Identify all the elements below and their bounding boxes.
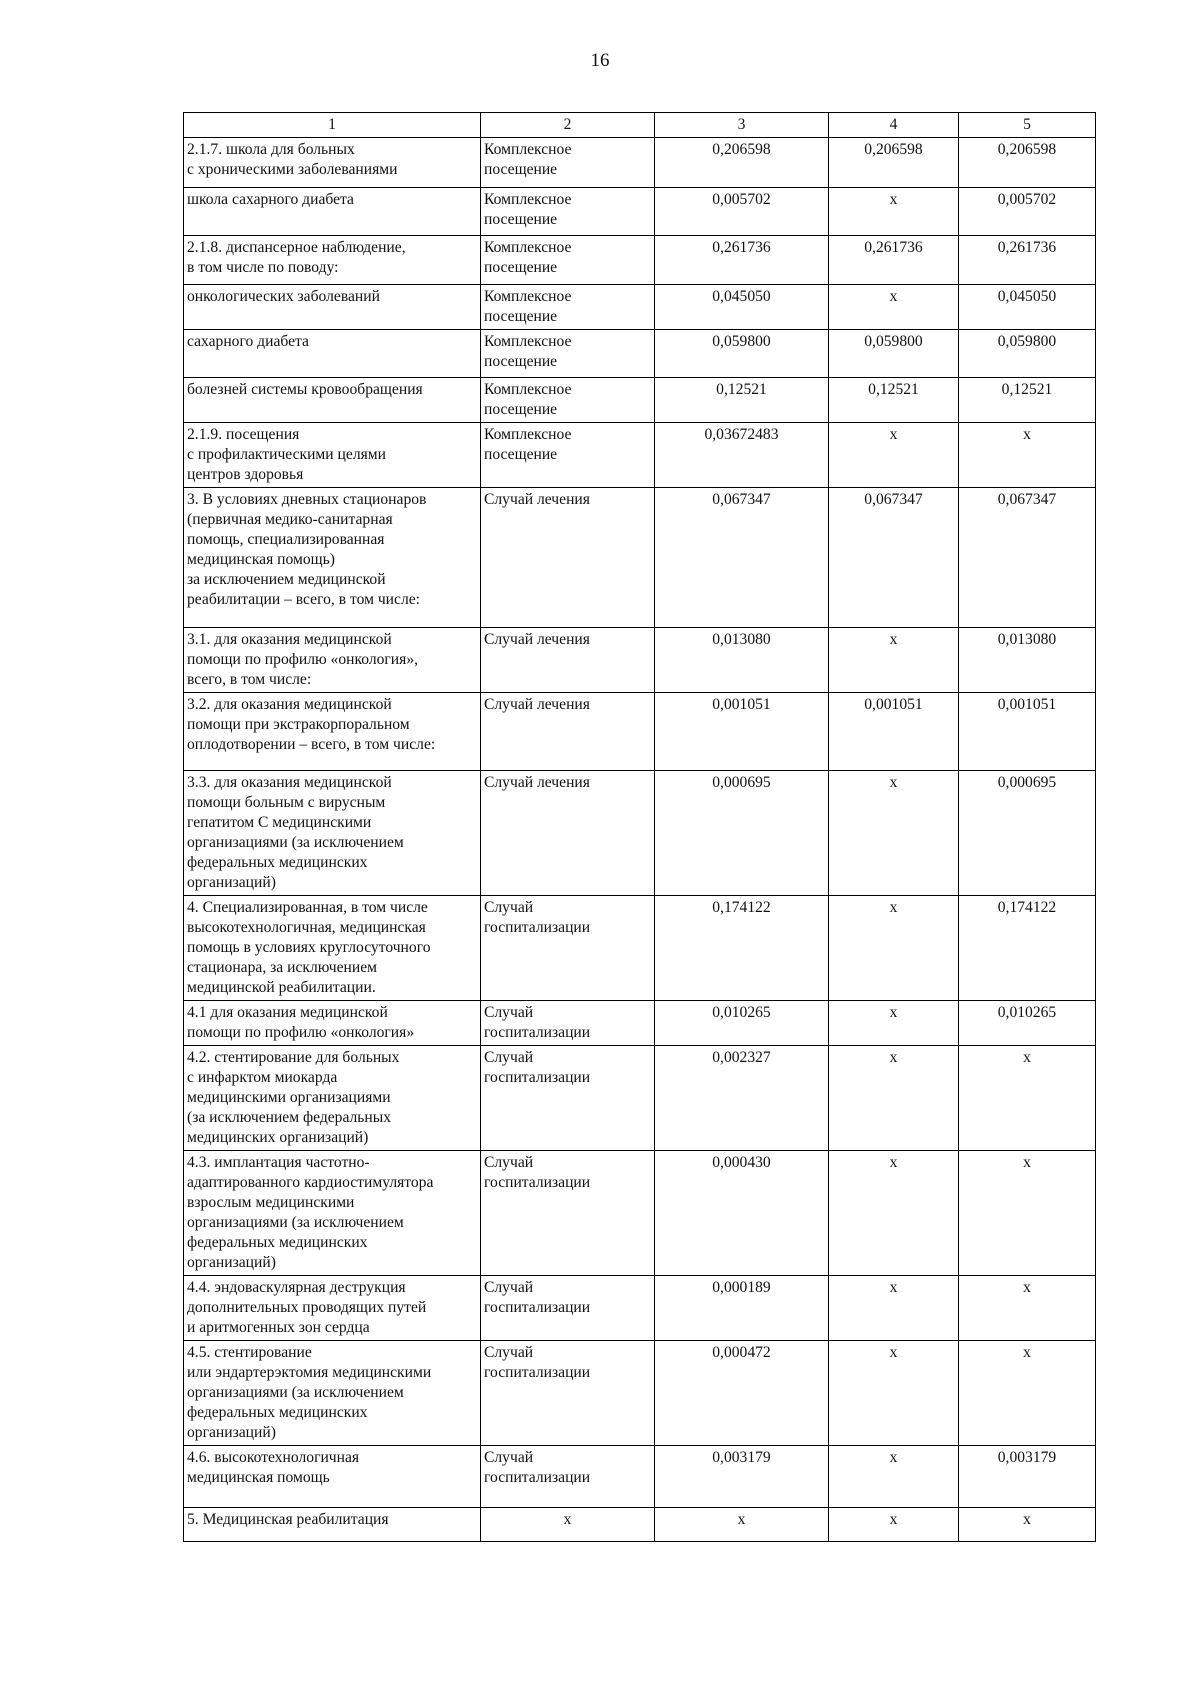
value-col3-cell: 0,013080 xyxy=(655,628,829,693)
header-cell: 4 xyxy=(829,113,959,138)
header-cell: 1 xyxy=(184,113,481,138)
unit-cell: Комплексное посещение xyxy=(481,138,655,188)
row-description-cell: 2.1.7. школа для больных с хроническими заболеваниями xyxy=(184,138,481,188)
row-description-cell: 4.3. имплантация частотно- адаптированного кардиостимулятора взрослым медицинскими организациями (за исключением федеральных медицинских организаций) xyxy=(184,1151,481,1276)
value-col5-cell: х xyxy=(959,1341,1096,1446)
table-row xyxy=(184,693,1096,771)
value-col5-cell: 0,005702 xyxy=(959,188,1096,236)
value-col5-cell: х xyxy=(959,1151,1096,1276)
table-row xyxy=(184,771,1096,896)
value-col5-cell: 0,045050 xyxy=(959,285,1096,330)
value-col3-cell: 0,045050 xyxy=(655,285,829,330)
table-row xyxy=(184,1001,1096,1046)
value-col5-cell: 0,001051 xyxy=(959,693,1096,771)
row-description-cell: 3.2. для оказания медицинской помощи при экстракорпоральном оплодотворении – всего, в том числе: xyxy=(184,693,481,771)
value-col3-cell: 0,001051 xyxy=(655,693,829,771)
unit-cell: Комплексное посещение xyxy=(481,188,655,236)
header-cell: 3 xyxy=(655,113,829,138)
value-col4-cell: х xyxy=(829,628,959,693)
value-col3-cell: 0,174122 xyxy=(655,896,829,1001)
row-description-cell: 2.1.9. посещения с профилактическими целями центров здоровья xyxy=(184,423,481,488)
table-row xyxy=(184,236,1096,285)
unit-cell: х xyxy=(481,1508,655,1542)
header-row xyxy=(184,113,1096,138)
value-col3-cell: 0,12521 xyxy=(655,378,829,423)
row-description-cell: 3.3. для оказания медицинской помощи больным с вирусным гепатитом С медицинскими организациями (за исключением федеральных медицинских организаций) xyxy=(184,771,481,896)
row-description-cell: 3. В условиях дневных стационаров (первичная медико-санитарная помощь, специализированная медицинская помощь) за исключением медицинской реабилитации – всего, в том числе: xyxy=(184,488,481,628)
table-row xyxy=(184,628,1096,693)
unit-cell: Случай госпитализации xyxy=(481,1046,655,1151)
value-col5-cell: 0,003179 xyxy=(959,1446,1096,1508)
value-col4-cell: 0,059800 xyxy=(829,330,959,378)
data-table xyxy=(183,112,1096,1542)
table-row xyxy=(184,896,1096,1001)
value-col3-cell: 0,000189 xyxy=(655,1276,829,1341)
row-description-cell: болезней системы кровообращения xyxy=(184,378,481,423)
value-col5-cell: 0,010265 xyxy=(959,1001,1096,1046)
unit-cell: Случай госпитализации xyxy=(481,1151,655,1276)
row-description-cell: школа сахарного диабета xyxy=(184,188,481,236)
unit-cell: Случай госпитализации xyxy=(481,1446,655,1508)
unit-cell: Случай лечения xyxy=(481,488,655,628)
header-cell: 2 xyxy=(481,113,655,138)
unit-cell: Комплексное посещение xyxy=(481,285,655,330)
unit-cell: Случай госпитализации xyxy=(481,1001,655,1046)
value-col4-cell: 0,12521 xyxy=(829,378,959,423)
row-description-cell: онкологических заболеваний xyxy=(184,285,481,330)
value-col4-cell: х xyxy=(829,1341,959,1446)
unit-cell: Случай госпитализации xyxy=(481,1276,655,1341)
table-row xyxy=(184,330,1096,378)
value-col4-cell: х xyxy=(829,1001,959,1046)
value-col5-cell: х xyxy=(959,1508,1096,1542)
unit-cell: Случай госпитализации xyxy=(481,896,655,1001)
row-description-cell: 4.5. стентирование или эндартерэктомия медицинскими организациями (за исключением федеральных медицинских организаций) xyxy=(184,1341,481,1446)
table-row xyxy=(184,1046,1096,1151)
value-col4-cell: х xyxy=(829,771,959,896)
value-col3-cell: 0,002327 xyxy=(655,1046,829,1151)
value-col3-cell: 0,000695 xyxy=(655,771,829,896)
header-cell: 5 xyxy=(959,113,1096,138)
value-col3-cell: 0,010265 xyxy=(655,1001,829,1046)
value-col5-cell: х xyxy=(959,1046,1096,1151)
value-col5-cell: х xyxy=(959,1276,1096,1341)
unit-cell: Комплексное посещение xyxy=(481,378,655,423)
unit-cell: Комплексное посещение xyxy=(481,330,655,378)
value-col5-cell: 0,013080 xyxy=(959,628,1096,693)
value-col4-cell: х xyxy=(829,1508,959,1542)
value-col5-cell: х xyxy=(959,423,1096,488)
unit-cell: Комплексное посещение xyxy=(481,423,655,488)
table-row xyxy=(184,1508,1096,1542)
value-col3-cell: 0,206598 xyxy=(655,138,829,188)
value-col5-cell: 0,12521 xyxy=(959,378,1096,423)
row-description-cell: сахарного диабета xyxy=(184,330,481,378)
table-row xyxy=(184,1446,1096,1508)
page-number: 16 xyxy=(590,50,610,71)
unit-cell: Случай госпитализации xyxy=(481,1341,655,1446)
unit-cell: Случай лечения xyxy=(481,628,655,693)
value-col3-cell: 0,003179 xyxy=(655,1446,829,1508)
row-description-cell: 4.4. эндоваскулярная деструкция дополнительных проводящих путей и аритмогенных зон сердца xyxy=(184,1276,481,1341)
row-description-cell: 3.1. для оказания медицинской помощи по профилю «онкология», всего, в том числе: xyxy=(184,628,481,693)
table-row xyxy=(184,285,1096,330)
value-col3-cell: 0,000430 xyxy=(655,1151,829,1276)
value-col4-cell: 0,206598 xyxy=(829,138,959,188)
value-col5-cell: 0,000695 xyxy=(959,771,1096,896)
value-col5-cell: 0,206598 xyxy=(959,138,1096,188)
value-col5-cell: 0,059800 xyxy=(959,330,1096,378)
value-col4-cell: 0,067347 xyxy=(829,488,959,628)
value-col3-cell: 0,000472 xyxy=(655,1341,829,1446)
value-col4-cell: х xyxy=(829,1046,959,1151)
value-col4-cell: х xyxy=(829,1151,959,1276)
value-col3-cell: 0,261736 xyxy=(655,236,829,285)
value-col3-cell: 0,03672483 xyxy=(655,423,829,488)
value-col5-cell: 0,067347 xyxy=(959,488,1096,628)
value-col3-cell: 0,067347 xyxy=(655,488,829,628)
value-col4-cell: х xyxy=(829,188,959,236)
row-description-cell: 5. Медицинская реабилитация xyxy=(184,1508,481,1542)
table-row xyxy=(184,378,1096,423)
unit-cell: Случай лечения xyxy=(481,693,655,771)
value-col4-cell: 0,261736 xyxy=(829,236,959,285)
table-row xyxy=(184,1341,1096,1446)
value-col5-cell: 0,261736 xyxy=(959,236,1096,285)
row-description-cell: 4.2. стентирование для больных с инфарктом миокарда медицинскими организациями (за исключением федеральных медицинских организаций) xyxy=(184,1046,481,1151)
value-col5-cell: 0,174122 xyxy=(959,896,1096,1001)
value-col4-cell: х xyxy=(829,1446,959,1508)
table-row xyxy=(184,423,1096,488)
value-col3-cell: 0,005702 xyxy=(655,188,829,236)
value-col4-cell: х xyxy=(829,896,959,1001)
table-row xyxy=(184,1151,1096,1276)
value-col4-cell: х xyxy=(829,1276,959,1341)
value-col3-cell: х xyxy=(655,1508,829,1542)
unit-cell: Комплексное посещение xyxy=(481,236,655,285)
table-row xyxy=(184,188,1096,236)
row-description-cell: 4. Специализированная, в том числе высокотехнологичная, медицинская помощь в условиях круглосуточного стационара, за исключением медицинской реабилитации. xyxy=(184,896,481,1001)
table-row xyxy=(184,138,1096,188)
value-col3-cell: 0,059800 xyxy=(655,330,829,378)
value-col4-cell: х xyxy=(829,285,959,330)
table-row xyxy=(184,488,1096,628)
unit-cell: Случай лечения xyxy=(481,771,655,896)
table-row xyxy=(184,1276,1096,1341)
value-col4-cell: х xyxy=(829,423,959,488)
value-col4-cell: 0,001051 xyxy=(829,693,959,771)
row-description-cell: 4.1 для оказания медицинской помощи по профилю «онкология» xyxy=(184,1001,481,1046)
row-description-cell: 2.1.8. диспансерное наблюдение, в том числе по поводу: xyxy=(184,236,481,285)
row-description-cell: 4.6. высокотехнологичная медицинская помощь xyxy=(184,1446,481,1508)
